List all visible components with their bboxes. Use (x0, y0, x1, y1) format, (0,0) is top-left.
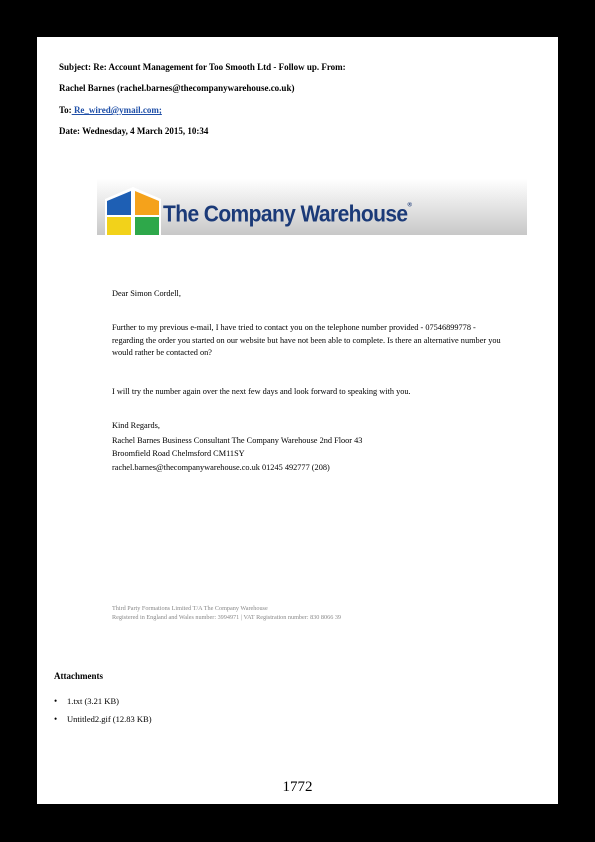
paragraph-1: Further to my previous e-mail, I have tried to contact you on the telephone number provided - 07546899778 - regarding the order you started on our website but have not been able to complete. Is there an alternative number you would rather be contacted on? (112, 323, 501, 357)
document-page (37, 37, 558, 804)
company-banner (97, 179, 527, 235)
to-address-link[interactable]: Re_wired@ymail.com; (71, 105, 162, 115)
page-number: 1772 (282, 779, 313, 795)
signature-line-2: Broomfield Road Chelmsford CM11SY (112, 449, 245, 458)
brand-name: The Company Warehouse® (163, 202, 412, 227)
footer-company-line: Third Party Formations Limited T/A The Company Warehouse (112, 605, 268, 612)
registered-mark: ® (407, 202, 412, 209)
greeting: Dear Simon Cordell, (112, 289, 181, 298)
email-subject: Subject: Re: Account Management for Too Smooth Ltd - Follow up. From: (59, 62, 346, 72)
signature-line-1: Rachel Barnes Business Consultant The Company Warehouse 2nd Floor 43 (112, 436, 363, 445)
attachment-label: Untitled2.gif (12.83 KB) (67, 714, 152, 724)
print-label: Print (322, 1, 336, 9)
print-header (0, 0, 595, 10)
print-date: 7/30/2017 (43, 1, 72, 9)
signature-line-3: rachel.barnes@thecompanywarehouse.co.uk 01245 492777 (208) (112, 463, 330, 472)
to-label: To: (59, 105, 72, 115)
email-to (59, 105, 162, 115)
attachment-label: 1.txt (3.21 KB) (67, 696, 119, 706)
bullet-icon: • (54, 714, 58, 724)
attachment-item[interactable] (54, 714, 152, 724)
paragraph-2: I will try the number again over the next few days and look forward to speaking with you. (112, 387, 411, 396)
attachments-title: Attachments (54, 671, 103, 681)
email-from: Rachel Barnes (rachel.barnes@thecompanywarehouse.co.uk) (59, 83, 295, 93)
company-logo-icon (103, 185, 163, 235)
footer-registration-line: Registered in England and Wales number: 3994971 | VAT Registration number: 830 8066 39 (112, 614, 342, 621)
email-date: Date: Wednesday, 4 March 2015, 10:34 (59, 126, 209, 136)
attachment-item[interactable] (54, 696, 119, 706)
bullet-icon: • (54, 696, 58, 706)
closing: Kind Regards, (112, 421, 160, 430)
